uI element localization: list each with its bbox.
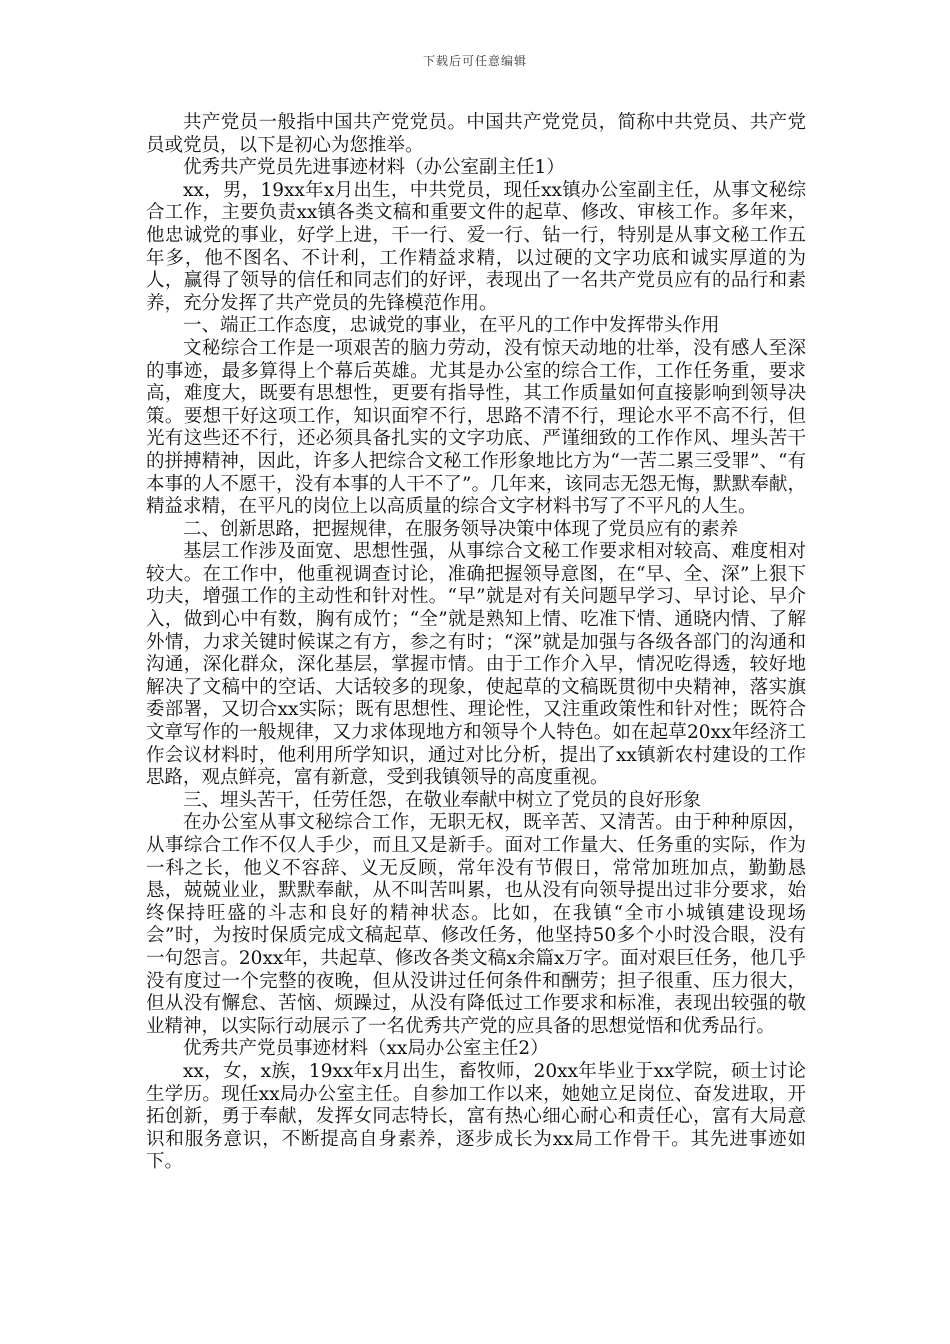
body-paragraph: xx，女，x族，19xx年x月出生，畜牧师，20xx年毕业于xx学院，硕士讨论生学历。现任xx局办公室主任。自参加工作以来，她她立足岗位、奋发进取，开拓创新，勇于奉献，发挥女同志特长，富有热心细心耐心和责任心，富有大局意识和服务意识，不断提高自身素养，逐步成长为xx局工作骨干。其先进事迹如下。 [146, 1060, 806, 1173]
page-header: 下载后可任意编辑 [422, 54, 527, 68]
subheading-3: 三、埋头苦干，任劳任怨，在敬业奉献中树立了党员的良好形象 [183, 789, 702, 811]
body-paragraph: 基层工作涉及面宽、思想性强，从事综合文秘工作要求相对较高、难度相对较大。在工作中，他重视调查讨论，准确把握领导意图，在“早、全、深”上狠下功夫，增强工作的主动性和针对性。“早”就是对有关问题早学习、早讨论、早介入，做到心中有数，胸有成竹；“全”就是熟知上情、吃准下情、通晓内情、了解外情，力求关键时候谋之有方，参之有时；“深”就是加强与各级各部门的沟通和沟通，深化群众，深化基层，掌握市情。由于工作介入早，情况吃得透，较好地解决了文稿中的空话、大话较多的现象，使起草的文稿既贯彻中央精神，落实旗委部署，又切合xx实际；既有思想性、理论性，又注重政策性和针对性；既符合文章写作的一般规律，又力求体现地方和领导个人特色。如在起草20xx年经济工作会议材料时，他利用所学知识，通过对比分析，提出了xx镇新农村建设的工作思路，观点鲜亮，富有新意，受到我镇领导的高度重视。 [146, 541, 806, 789]
section-title-2: 优秀共产党员事迹材料（xx局办公室主任2） [183, 1038, 549, 1060]
subheading-2: 二、创新思路，把握规律，在服务领导决策中体现了党员应有的素养 [183, 518, 739, 540]
body-paragraph: 在办公室从事文秘综合工作，无职无权，既辛苦、又清苦。由于种种原因，从事综合工作不仅人手少，而且又是新手。面对工作量大、任务重的实际，作为一科之长，他义不容辞、义无反顾，常年没有节假日，常常加班加点，勤勤恳恳，兢兢业业，默默奉献，从不叫苦叫累，也从没有向领导提出过非分要求，始终保持旺盛的斗志和良好的精神状态。比如，在我镇“全市小城镇建设现场会”时，为按时保质完成文稿起草、修改任务，他坚持50多个小时没合眼，没有一句怨言。20xx年，共起草、修改各类文稿x余篇x万字。面对艰巨任务，他几乎没有度过一个完整的夜晚，但从没讲过任何条件和酬劳；担子很重、压力很大，但从没有懈怠、苦恼、烦躁过，从没有降低过工作要求和标准，表现出较强的敬业精神，以实际行动展示了一名优秀共产党的应具备的思想觉悟和优秀品行。 [146, 812, 806, 1037]
section-title-1: 优秀共产党员先进事迹材料（办公室副主任1） [183, 157, 565, 179]
document-body [146, 112, 806, 1174]
body-paragraph: 文秘综合工作是一项艰苦的脑力劳动，没有惊天动地的壮举，没有感人至深的事迹，最多算得上个幕后英雄。尤其是办公室的综合工作，工作任务重，要求高，难度大，既要有思想性，更要有指导性，其工作质量如何直接影响到领导决策。要想干好这项工作，知识面窄不行，思路不清不行，理论水平不高不行，但光有这些还不行，还必须具备扎实的文字功底、严谨细致的工作作风、埋头苦干的拼搏精神，因此，许多人把综合文秘工作形象地比方为“一苦二累三受罪”、“有本事的人不愿干，没有本事的人干不了”。几年来，该同志无怨无悔，默默奉献，精益求精，在平凡的岗位上以高质量的综合文字材料书写了不平凡的人生。 [146, 337, 806, 518]
body-paragraph: xx，男，19xx年x月出生，中共党员，现任xx镇办公室副主任，从事文秘综合工作，主要负责xx镇各类文稿和重要文件的起草、修改、审核工作。多年来，他忠诚党的事业，好学上进，干一行、爱一行、钻一行，特别是从事文秘工作五年多，他不图名、不计利，工作精益求精，以过硬的文字功底和诚实厚道的为人，赢得了领导的信任和同志们的好评，表现出了一名共产党员应有的品行和素养，充分发挥了共产党员的先锋模范作用。 [146, 179, 806, 314]
intro-paragraph: 共产党员一般指中国共产党党员。中国共产党党员，简称中共党员、共产党员或党员，以下是初心为您推举。 [146, 112, 806, 156]
subheading-1: 一、端正工作态度，忠诚党的事业，在平凡的工作中发挥带头作用 [183, 315, 720, 337]
